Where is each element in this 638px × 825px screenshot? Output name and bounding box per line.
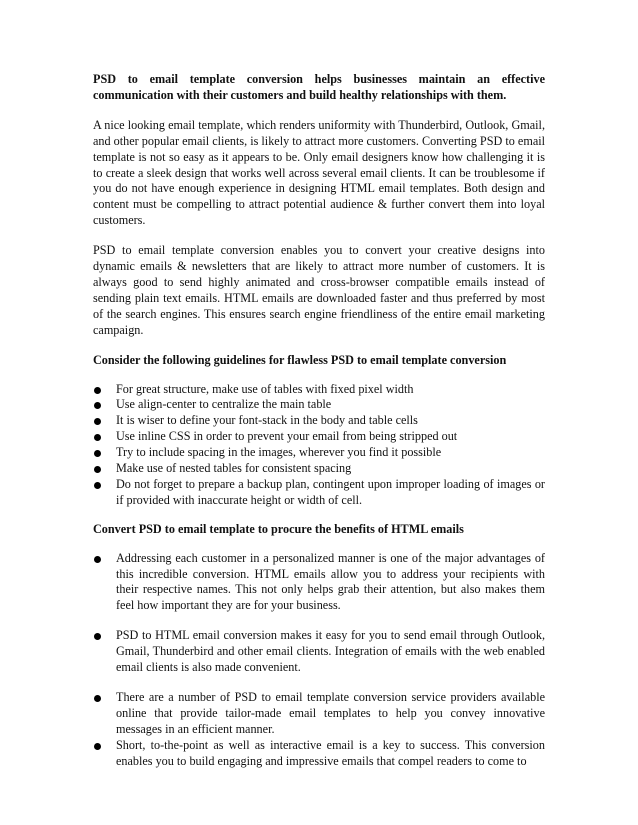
list-item-text: Do not forget to prepare a backup plan, contingent upon improper loading of images or if provided with inaccurate height or width of cell.	[116, 476, 545, 507]
bullet-icon	[94, 387, 101, 394]
bullet-icon	[94, 695, 101, 702]
list-item-text: Try to include spacing in the images, wherever you find it possible	[116, 445, 442, 460]
list-item-text: Use align-center to centralize the main table	[116, 397, 332, 412]
bullet-icon	[94, 556, 101, 563]
list-item-text: Addressing each customer in a personalized manner is one of the major advantages of this incredible conversion. HTML emails allow you to address your recipients with their respective names. This not only helps grab their attention, but also makes them feel how important they are for your business.	[116, 550, 545, 613]
list-item	[93, 551, 545, 615]
bullet-icon	[94, 402, 101, 409]
bullet-icon	[94, 743, 101, 750]
list-item	[93, 690, 545, 738]
list-item-text: For great structure, make use of tables with fixed pixel width	[116, 381, 414, 396]
intro-paragraph: PSD to email template conversion helps businesses maintain an effective communication with their customers and build healthy relationships with them.	[93, 72, 545, 102]
list-item	[93, 477, 545, 509]
benefits-heading: Convert PSD to email template to procure the benefits of HTML emails	[93, 521, 464, 536]
benefits-list	[93, 551, 545, 770]
list-item-text: Short, to-the-point as well as interactive email is a key to success. This conversion enables you to build engaging and impressive emails that compel readers to come to	[116, 737, 545, 768]
guidelines-list	[93, 382, 545, 509]
paragraph-email-template: A nice looking email template, which renders uniformity with Thunderbird, Outlook, Gmail, and other popular email clients, is likely to attract more customers. Converting PSD to email template is not so easy as it appears to be. Only email designers know how challenging it is to create a sleek design that works well across several email clients. It can be troublesome if you do not have enough experience in designing HTML email templates. Both design and content must be compelling to attract potential audience & further convert them into loyal customers.	[93, 117, 545, 228]
document-page	[93, 72, 545, 783]
list-item	[93, 397, 545, 413]
guidelines-heading: Consider the following guidelines for flawless PSD to email template conversion	[93, 352, 507, 367]
bullet-icon	[94, 418, 101, 425]
bullet-icon	[94, 466, 101, 473]
list-item	[93, 382, 545, 398]
bullet-icon	[94, 450, 101, 457]
list-item	[93, 461, 545, 477]
bullet-icon	[94, 434, 101, 441]
bullet-icon	[94, 482, 101, 489]
list-item-text: Use inline CSS in order to prevent your email from being stripped out	[116, 429, 458, 444]
paragraph-conversion: PSD to email template conversion enables you to convert your creative designs into dynamic emails & newsletters that are likely to attract more number of customers. It is always good to send highly animated and cross-browser compatible emails instead of sending plain text emails. HTML emails are downloaded faster and thus preferred by most of the search engines. This ensures search engine friendliness of the entire email marketing campaign.	[93, 243, 545, 337]
list-item-text: It is wiser to define your font-stack in the body and table cells	[116, 413, 418, 428]
list-item	[93, 445, 545, 461]
list-item	[93, 628, 545, 676]
bullet-icon	[94, 633, 101, 640]
list-item	[93, 413, 545, 429]
list-item	[93, 429, 545, 445]
list-item	[93, 738, 545, 770]
list-item-text: PSD to HTML email conversion makes it easy for you to send email through Outlook, Gmail, Thunderbird and other email clients. Integration of emails with the web enabled email clients is also made convenient.	[116, 628, 545, 675]
list-item-text: There are a number of PSD to email template conversion service providers available online that provide tailor-made email templates to help you convey innovative messages in an efficient manner.	[116, 690, 545, 736]
list-item-text: Make use of nested tables for consistent spacing	[116, 461, 352, 476]
